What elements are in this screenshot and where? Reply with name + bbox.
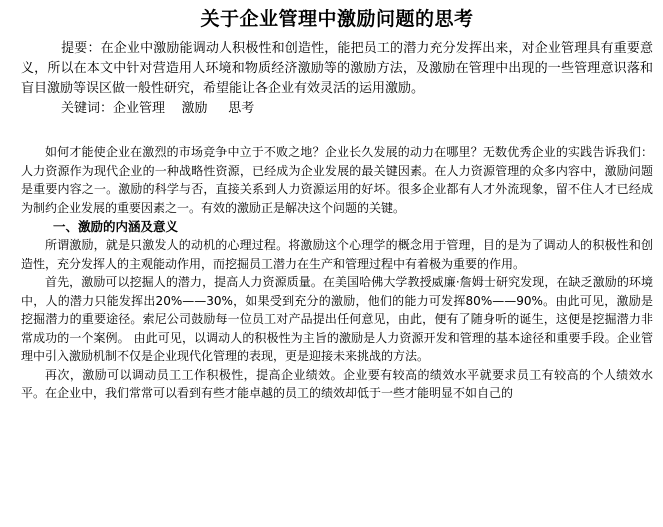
body-paragraph: 再次，激励可以调动员工工作积极性，提高企业绩效。企业要有较高的绩效水平就要求员工有较高的个人绩效水平。在企业中，我们常常可以看到有些才能卓越的员工的绩效却低于一些才能明显不如自己的 (21, 367, 653, 400)
intro-paragraph: 如何才能使企业在激烈的市场竞争中立于不败之地？企业长久发展的动力在哪里？无数优秀企业的实践告诉我们：人力资源作为现代企业的一种战略性资源，已经成为企业发展的最关键因素。在人力资源管理的众多内容中，激励问题是重要内容之一。激励的科学与否，直接关系到人力资源运用的好坏。很多企业都有人才外流现象，留不住人才已经成为制约企业发展的重要因素之一。有效的激励正是解决这个问题的关键。 (21, 145, 653, 215)
abstract-text: 提要：在企业中激励能调动人积极性和创造性，能把员工的潜力充分发挥出来，对企业管理具有重要意义，所以在本文中针对营造用人环境和物质经济激励等的激励方法，及激励在管理中出现的一些管理意识落和盲目激励等误区做一般性研究，希望能让各企业有效灵活的运用激励。 (21, 41, 653, 96)
abstract-paragraph (21, 39, 653, 99)
section-spacer (21, 119, 653, 143)
body-paragraph: 首先，激励可以挖掘人的潜力，提高人力资源质量。在美国哈佛大学教授威廉·詹姆士研究发现，在缺乏激励的环境中，人的潜力只能发挥出20%——30%，如果受到充分的激励，他们的能力可发挥80%——90%。由此可见，激励是挖掘潜力的重要途径。索尼公司鼓励每一位员工对产品提出任何意见，由此，便有了随身听的诞生，这便是挖掘潜力非常成功的一个案例。 由此可见，以调动人的积极性为主旨的激励是人力资源开发和管理的基本途径和重要手段。企业管理中引入激励机制不仅是企业现代化管理的表现，更是迎接未来挑战的方法。 (21, 275, 653, 363)
body-paragraph: 所谓激励，就是只激发人的动机的心理过程。将激励这个心理学的概念用于管理，目的是为了调动人的积极性和创造性，充分发挥人的主观能动作用，而挖掘员工潜力在生产和管理过程中有着极为重要的作用。 (21, 238, 653, 271)
document-title: 关于企业管理中激励问题的思考 (200, 8, 474, 30)
section-heading: 一、激励的内涵及意义 (53, 219, 179, 234)
keywords-line: 关键词：企业管理 激励 思考 (61, 101, 255, 116)
